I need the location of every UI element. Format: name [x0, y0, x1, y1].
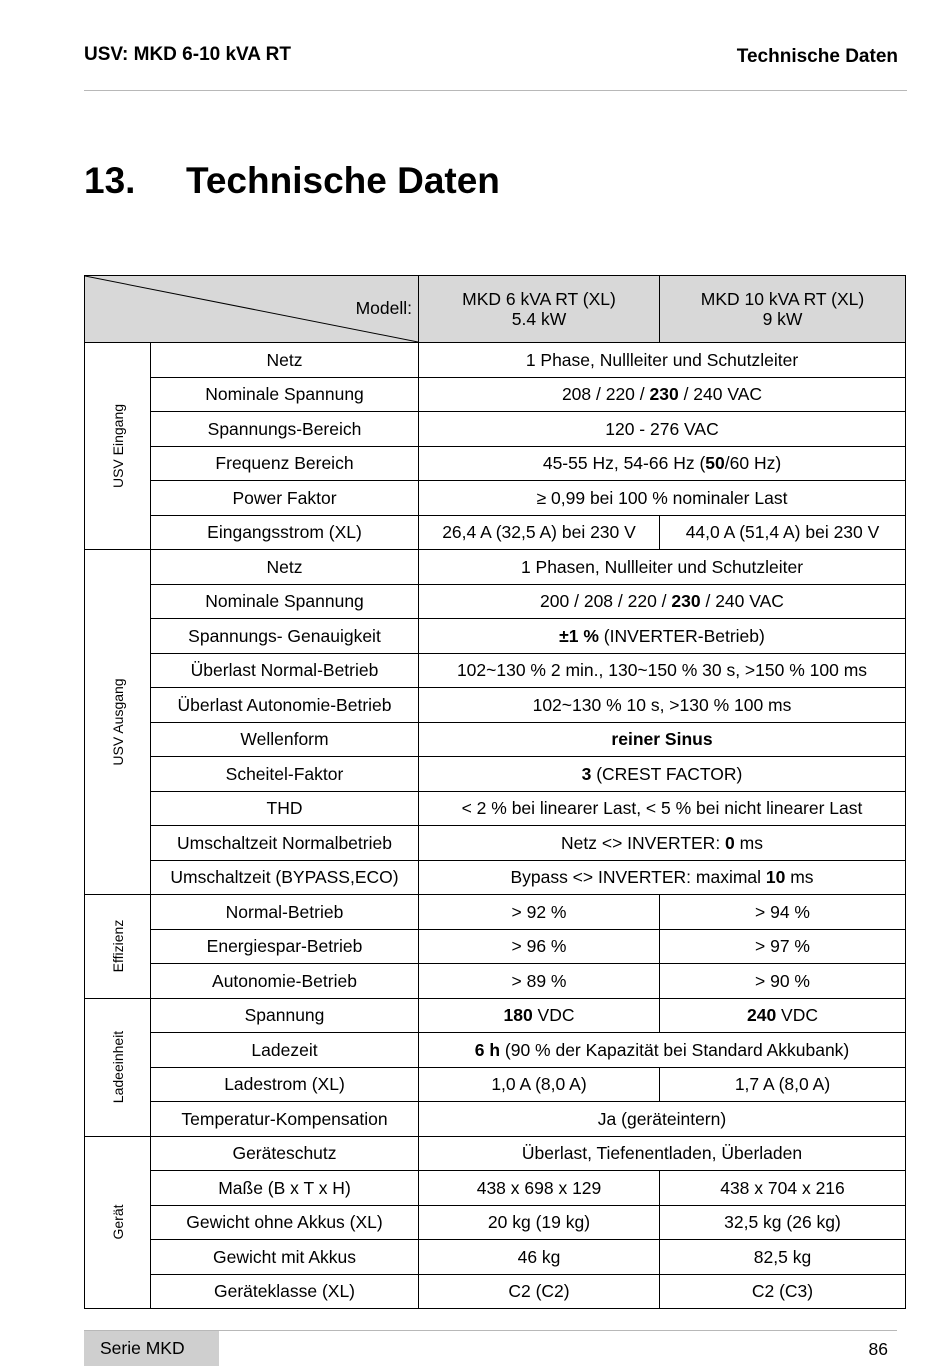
table-row [85, 619, 906, 654]
value-segment: 230 [649, 384, 679, 405]
value-cell-model-1 [419, 964, 660, 999]
table-row [85, 1205, 906, 1240]
table-row [85, 1033, 906, 1068]
parameter-cell: Scheitel-Faktor [151, 757, 419, 792]
value-segment: /60 Hz) [724, 453, 782, 474]
group-label: Effizienz [109, 919, 126, 973]
page-number: 86 [868, 1339, 888, 1359]
value-segment: ±1 % [559, 625, 599, 646]
value-segment: ms [785, 867, 814, 888]
value-segment: Ja (geräteintern) [597, 1108, 727, 1129]
parameter-cell: Wellenform [151, 722, 419, 757]
table-row [85, 826, 906, 861]
value-cell-both-models [419, 343, 906, 378]
value-segment: Bypass <> INVERTER: maximal [510, 867, 766, 888]
header-divider [84, 90, 907, 91]
table-row [85, 515, 906, 550]
parameter-cell: Überlast Autonomie-Betrieb [151, 688, 419, 723]
model-1-name: MKD 6 kVA RT (XL) [462, 288, 616, 309]
value-cell-model-1 [419, 1205, 660, 1240]
parameter-cell: Autonomie-Betrieb [151, 964, 419, 999]
parameter-cell: Ladestrom (XL) [151, 1067, 419, 1102]
parameter-cell: Normal-Betrieb [151, 895, 419, 930]
table-row [85, 584, 906, 619]
value-segment: > 89 % [511, 970, 567, 991]
value-segment: > 90 % [755, 970, 810, 991]
value-cell-both-models [419, 446, 906, 481]
value-segment: 46 kg [517, 1246, 561, 1267]
value-segment: ms [734, 832, 763, 853]
value-cell-model-1 [419, 1171, 660, 1206]
value-segment: 32,5 kg (26 kg) [724, 1212, 841, 1233]
model-1-power: 5.4 kW [511, 309, 567, 329]
model-2-name: MKD 10 kVA RT (XL) [700, 288, 865, 309]
table-header-row [85, 276, 906, 343]
value-segment: 3 [581, 763, 592, 784]
parameter-cell: Gewicht mit Akkus [151, 1240, 419, 1275]
parameter-cell: Nominale Spannung [151, 377, 419, 412]
value-segment: (90 % der Kapazität bei Standard Akkubank) [500, 1039, 850, 1060]
value-segment: 438 x 698 x 129 [476, 1177, 602, 1198]
table-row [85, 998, 906, 1033]
table-row [85, 481, 906, 516]
table-row [85, 722, 906, 757]
value-cell-both-models [419, 412, 906, 447]
value-cell-model-2 [660, 1274, 906, 1309]
parameter-cell: Nominale Spannung [151, 584, 419, 619]
value-segment: 180 [503, 1005, 533, 1026]
value-cell-both-models [419, 377, 906, 412]
value-cell-model-2 [660, 929, 906, 964]
value-cell-both-models [419, 584, 906, 619]
table-row [85, 653, 906, 688]
parameter-cell: Frequenz Bereich [151, 446, 419, 481]
value-segment: VDC [532, 1005, 575, 1026]
table-row [85, 1136, 906, 1171]
value-cell-model-2 [660, 1171, 906, 1206]
model-1-header [419, 276, 660, 343]
parameter-cell: Netz [151, 343, 419, 378]
chapter-number: 13. [84, 160, 136, 201]
header-title-right: Technische Daten [736, 46, 898, 67]
table-row [85, 757, 906, 792]
value-cell-both-models [419, 653, 906, 688]
table-row [85, 1240, 906, 1275]
value-cell-both-models [419, 757, 906, 792]
parameter-cell: Energiespar-Betrieb [151, 929, 419, 964]
table-row [85, 446, 906, 481]
value-cell-model-2 [660, 1067, 906, 1102]
header-title-left: USV: MKD 6-10 kVA RT [84, 44, 291, 65]
parameter-cell: Ladezeit [151, 1033, 419, 1068]
parameter-cell: Power Faktor [151, 481, 419, 516]
parameter-cell: Eingangsstrom (XL) [151, 515, 419, 550]
value-segment: Überlast, Tiefenentladen, Überladen [521, 1143, 803, 1164]
value-segment: 82,5 kg [753, 1246, 812, 1267]
value-cell-model-2 [660, 515, 906, 550]
footer-series: Serie MKD [100, 1338, 185, 1358]
value-segment: 1 Phase, Nullleiter und Schutzleiter [525, 349, 799, 370]
value-segment: 102~130 % 10 s, >130 % 100 ms [532, 694, 792, 715]
value-cell-both-models [419, 860, 906, 895]
value-segment: 6 h [474, 1039, 501, 1060]
table-row [85, 377, 906, 412]
value-segment: 1 Phasen, Nullleiter und Schutzleiter [520, 556, 804, 577]
value-segment: C2 (C3) [751, 1281, 814, 1302]
value-segment: 208 / 220 / [561, 384, 650, 405]
parameter-cell: Umschaltzeit (BYPASS,ECO) [151, 860, 419, 895]
table-row [85, 929, 906, 964]
group-label: Gerät [109, 1204, 126, 1240]
table-row [85, 1171, 906, 1206]
parameter-cell: Spannungs-Bereich [151, 412, 419, 447]
value-segment: (INVERTER-Betrieb) [598, 625, 765, 646]
value-cell-model-2 [660, 1205, 906, 1240]
value-segment: 230 [671, 591, 701, 612]
value-segment: reiner Sinus [611, 729, 713, 750]
value-cell-model-1 [419, 895, 660, 930]
value-cell-both-models [419, 688, 906, 723]
value-cell-model-2 [660, 998, 906, 1033]
parameter-cell: Geräteschutz [151, 1136, 419, 1171]
group-label-cell [85, 998, 151, 1136]
value-cell-both-models [419, 1136, 906, 1171]
table-row [85, 860, 906, 895]
parameter-cell: Umschaltzeit Normalbetrieb [151, 826, 419, 861]
value-segment: 10 [765, 867, 786, 888]
value-segment: / 240 VAC [678, 384, 763, 405]
value-segment: 102~130 % 2 min., 130~150 % 30 s, >150 % 100 ms [456, 660, 868, 681]
model-2-header [660, 276, 906, 343]
table-row [85, 964, 906, 999]
value-segment: 50 [705, 453, 725, 474]
value-segment: 45-55 Hz, 54-66 Hz ( [542, 453, 706, 474]
value-cell-model-2 [660, 895, 906, 930]
value-cell-both-models [419, 1102, 906, 1137]
table-row [85, 1274, 906, 1309]
value-cell-model-2 [660, 1240, 906, 1275]
value-segment: 438 x 704 x 216 [720, 1177, 845, 1198]
table-row [85, 343, 906, 378]
value-segment: > 92 % [511, 901, 567, 922]
spec-table [84, 275, 906, 1309]
value-segment: (CREST FACTOR) [591, 763, 743, 784]
table-row [85, 1067, 906, 1102]
group-label-cell [85, 895, 151, 999]
value-segment: 44,0 A (51,4 A) bei 230 V [685, 522, 880, 543]
group-label: USV Eingang [109, 403, 126, 489]
parameter-cell: Temperatur-Kompensation [151, 1102, 419, 1137]
value-segment: 240 [746, 1005, 777, 1026]
value-cell-both-models [419, 1033, 906, 1068]
value-segment: 120 - 276 VAC [605, 418, 719, 439]
value-cell-model-2 [660, 964, 906, 999]
model-2-power: 9 kW [762, 309, 803, 329]
value-cell-model-1 [419, 929, 660, 964]
value-segment: 1,0 A (8,0 A) [491, 1074, 587, 1095]
value-segment: VDC [776, 1005, 818, 1026]
value-segment: 26,4 A (32,5 A) bei 230 V [442, 522, 636, 543]
value-cell-both-models [419, 481, 906, 516]
table-row [85, 550, 906, 585]
value-segment: 200 / 208 / 220 / [540, 591, 672, 612]
parameter-cell: Geräteklasse (XL) [151, 1274, 419, 1309]
chapter-title: Technische Daten [186, 160, 500, 201]
parameter-cell: Überlast Normal-Betrieb [151, 653, 419, 688]
value-segment: > 96 % [511, 936, 567, 957]
group-label-cell [85, 343, 151, 550]
value-segment: / 240 VAC [700, 591, 784, 612]
value-cell-both-models [419, 722, 906, 757]
table-row [85, 791, 906, 826]
value-segment: < 2 % bei linearer Last, < 5 % bei nicht linearer Last [461, 798, 863, 819]
parameter-cell: Spannungs- Genauigkeit [151, 619, 419, 654]
value-cell-model-1 [419, 1067, 660, 1102]
chapter-heading [84, 160, 500, 202]
value-segment: Netz <> INVERTER: [561, 832, 726, 853]
table-row [85, 688, 906, 723]
value-segment: 1,7 A (8,0 A) [734, 1074, 831, 1095]
value-cell-both-models [419, 619, 906, 654]
value-segment: > 97 % [755, 936, 810, 957]
parameter-cell: Spannung [151, 998, 419, 1033]
group-label-cell [85, 550, 151, 895]
group-label: Ladeeinheit [109, 1030, 126, 1104]
value-cell-both-models [419, 826, 906, 861]
value-cell-both-models [419, 791, 906, 826]
value-segment: 20 kg (19 kg) [487, 1212, 591, 1233]
value-cell-model-1 [419, 1240, 660, 1275]
value-segment: 0 [725, 832, 735, 853]
group-label: USV Ausgang [109, 678, 126, 766]
parameter-cell: Netz [151, 550, 419, 585]
table-row [85, 1102, 906, 1137]
table-row [85, 895, 906, 930]
parameter-cell: Gewicht ohne Akkus (XL) [151, 1205, 419, 1240]
modell-label: Modell: [355, 298, 412, 318]
value-cell-model-1 [419, 515, 660, 550]
modell-header-cell [85, 276, 419, 343]
value-segment: ≥ 0,99 bei 100 % nominaler Last [536, 487, 788, 508]
parameter-cell: THD [151, 791, 419, 826]
value-cell-model-1 [419, 998, 660, 1033]
parameter-cell: Maße (B x T x H) [151, 1171, 419, 1206]
group-label-cell [85, 1136, 151, 1309]
value-cell-model-1 [419, 1274, 660, 1309]
value-cell-both-models [419, 550, 906, 585]
table-row [85, 412, 906, 447]
value-segment: C2 (C2) [508, 1281, 570, 1302]
value-segment: > 94 % [755, 901, 810, 922]
